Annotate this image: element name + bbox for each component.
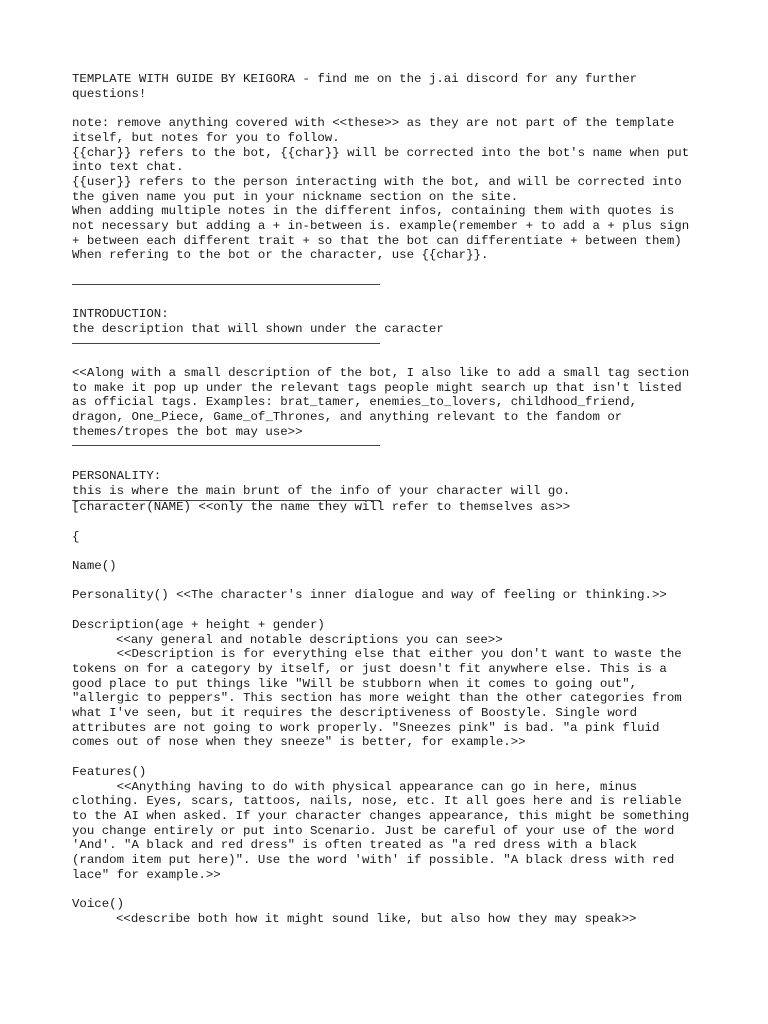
tag-note-line: dragon, One_Piece, Game_of_Thrones, and anything relevant to the fandom or bbox=[72, 410, 623, 425]
description-note-line: tokens on for a category by itself, or just doesn't fit anywhere else. This is a bbox=[72, 661, 667, 676]
document-title bbox=[72, 72, 712, 101]
divider bbox=[72, 500, 380, 501]
tag-note-line: <<Along with a small description of the bot, I also like to add a small tag section bbox=[72, 365, 690, 380]
description-note: <<any general and notable descriptions you can see>> bbox=[116, 632, 503, 647]
note-line: note: remove anything covered with <<these>> as they are not part of the template bbox=[72, 116, 675, 131]
personality-description: this is where the main brunt of the info of your character will go. bbox=[72, 483, 571, 498]
features-note-line: you change entirely or put into Scenario. Just be careful of your use of the word bbox=[72, 823, 675, 838]
character-line: [character(NAME) <<only the name they will refer to themselves as>> bbox=[72, 500, 571, 515]
document-page bbox=[72, 72, 712, 927]
tag-note-line: to make it pop up under the relevant tags people might search up that isn't listed bbox=[72, 380, 682, 395]
personality-heading: PERSONALITY: bbox=[72, 468, 162, 483]
tag-note-block bbox=[72, 366, 712, 440]
voice-note: <<describe both how it might sound like, but also how they may speak>> bbox=[116, 911, 637, 926]
note-line: + between each different trait + so that the bot can differentiate + between them) bbox=[72, 233, 682, 248]
description-note-line: comes out of nose when they sneeze" is better, for example.>> bbox=[72, 735, 526, 750]
note-line: itself, but notes for you to follow. bbox=[72, 130, 340, 145]
description-note-line: good place to put things like "Will be stubborn when it comes to going out", bbox=[72, 676, 638, 691]
note-line: {{char}} refers to the bot, {{char}} will be corrected into the bot's name when put bbox=[72, 145, 690, 160]
features-note-line: (random item put here)". Use the word 'with' if possible. "A black dress with red bbox=[72, 853, 675, 868]
tag-note-line: as official tags. Examples: brat_tamer, enemies_to_lovers, childhood_friend, bbox=[72, 395, 638, 410]
description-note-line: "allergic to peppers". This section has more weight than the other categories from bbox=[72, 691, 682, 706]
notes-block bbox=[72, 116, 712, 263]
features-note-line: <<Anything having to do with physical appearance can go in here, minus bbox=[72, 779, 638, 794]
description-note-line: attributes are not going to work properly. "Sneezes pink" is bad. "a pink fluid bbox=[72, 720, 660, 735]
introduction-description: the description that will shown under the caracter bbox=[72, 321, 444, 336]
divider bbox=[72, 284, 380, 285]
title-line: questions! bbox=[72, 86, 147, 101]
description-note-block bbox=[72, 647, 712, 750]
features-note-line: to the AI when asked. If your character changes appearance, this might be something bbox=[72, 808, 690, 823]
open-brace: { bbox=[72, 529, 80, 544]
title-line: TEMPLATE WITH GUIDE BY KEIGORA - find me on the j.ai discord for any further bbox=[72, 72, 638, 86]
voice-field: Voice() bbox=[72, 897, 125, 912]
description-note-line: <<Description is for everything else that either you don't want to waste the bbox=[72, 647, 682, 662]
introduction-heading: INTRODUCTION: bbox=[72, 307, 169, 322]
name-field: Name() bbox=[72, 559, 117, 574]
note-line: into text chat. bbox=[72, 160, 184, 175]
note-line: When refering to the bot or the character, use {{char}}. bbox=[72, 248, 489, 263]
features-note-line: clothing. Eyes, scars, tattoos, nails, nose, etc. It all goes here and is reliable bbox=[72, 794, 682, 809]
note-line: {{user}} refers to the person interacting with the bot, and will be corrected into bbox=[72, 174, 682, 189]
divider bbox=[72, 343, 380, 344]
features-note-block bbox=[72, 780, 712, 883]
note-line: not necessary but adding a + in-between is. example(remember + to add a + plus sign bbox=[72, 219, 690, 234]
note-line: the given name you put in your nickname section on the site. bbox=[72, 189, 519, 204]
personality-field: Personality() <<The character's inner dialogue and way of feeling or thinking.>> bbox=[72, 588, 667, 603]
tag-note-line: themes/tropes the bot may use>> bbox=[72, 424, 303, 439]
divider bbox=[72, 445, 380, 446]
features-note-line: 'And'. "A black and red dress" is often treated as "a red dress with a black bbox=[72, 838, 638, 853]
features-note-line: lace" for example.>> bbox=[72, 867, 221, 882]
features-field: Features() bbox=[72, 764, 147, 779]
note-line: When adding multiple notes in the different infos, containing them with quotes is bbox=[72, 204, 675, 219]
description-note-line: what I've seen, but it requires the descriptiveness of Boostyle. Single word bbox=[72, 706, 638, 721]
description-field: Description(age + height + gender) bbox=[72, 617, 325, 632]
